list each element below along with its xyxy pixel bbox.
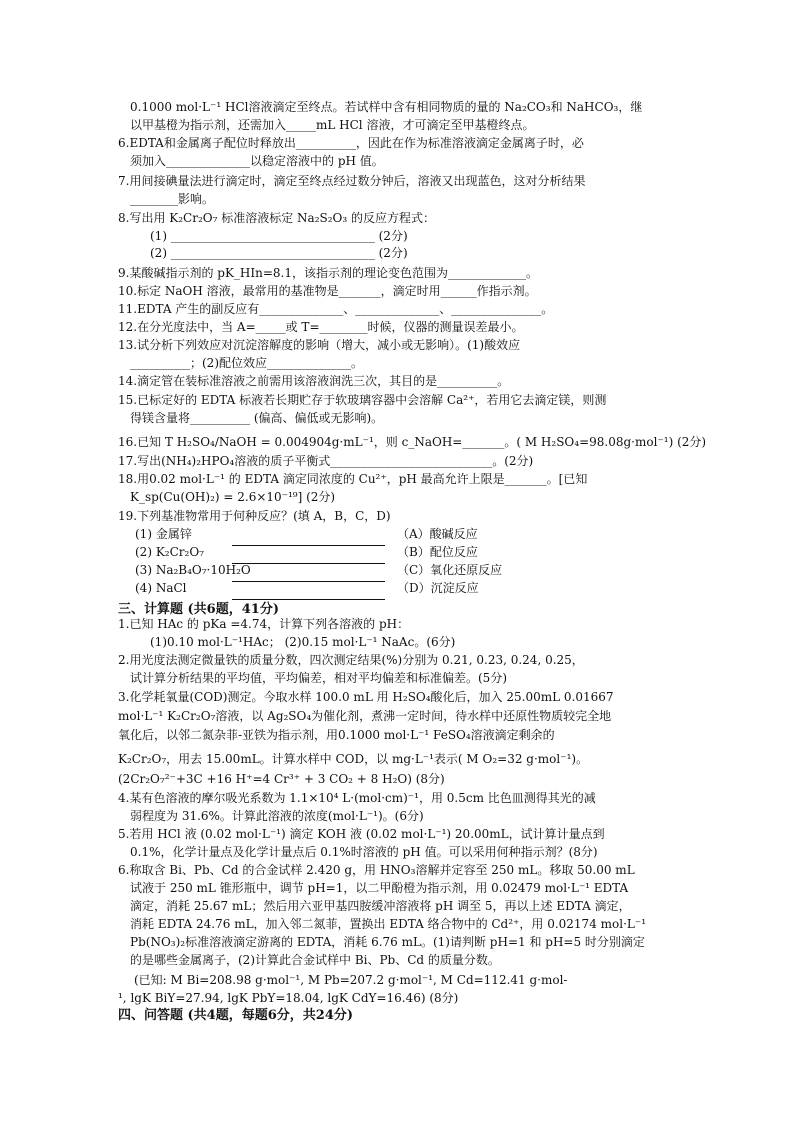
text-line: 试计算分析结果的平均值，平均偏差，相对平均偏差和标准偏差。(5分) [130, 671, 508, 685]
text-line: 弱程度为 31.6%。计算此溶液的浓度(mol·L⁻¹)。(6分) [130, 809, 424, 823]
answer-blank [232, 548, 385, 564]
text-line: 4.某有色溶液的摩尔吸光系数为 1.1×10⁴ L·(mol·cm)⁻¹，用 0.5cm 比色皿测得其光的减 [118, 791, 596, 805]
text-line: 18.用0.02 mol·L⁻¹ 的 EDTA 滴定同浓度的 Cu²⁺，pH 最高允许上限是_______。[已知 [118, 472, 588, 486]
text-line: 17.写出(NH₄)₂HPO₄溶液的质子平衡式___________________________。(2分) [118, 454, 534, 468]
text-line: K_sp(Cu(OH)₂) = 2.6×10⁻¹⁹] (2分) [130, 490, 336, 504]
answer-blank [232, 566, 385, 582]
text-line: mol·L⁻¹ K₂Cr₂O₇溶液，以 Ag₂SO₄为催化剂，煮沸一定时间，待水样中还原性物质较完全地 [118, 709, 612, 723]
text-line: (1)0.10 mol·L⁻¹HAc； (2)0.15 mol·L⁻¹ NaAc。(6分) [150, 635, 456, 649]
text-line: __________；(2)配位效应______________。 [130, 356, 363, 370]
text-line: 8.写出用 K₂Cr₂O₇ 标准溶液标定 Na₂S₂O₃ 的反应方程式： [118, 211, 436, 225]
text-line: 的是哪些金属离子，(2)计算此合金试样中 Bi、Pb、Cd 的质量分数。 [130, 953, 500, 967]
option-left: (3) Na₂B₄O₇·10H₂O [135, 563, 251, 577]
option-left: (4) NaCl [135, 581, 187, 595]
text-line: (已知: M Bi=208.98 g·mol⁻¹, M Pb=207.2 g·mol⁻¹, M Cd=112.41 g·mol- [134, 973, 568, 987]
text-line: 9.某酸碱指示剂的 pK_HIn=8.1，该指示剂的理论变色范围为_____________。 [118, 266, 538, 280]
answer-blank [232, 530, 385, 546]
section-heading: 三、计算题 (共6题，41分) [118, 602, 279, 617]
text-line: 试液于 250 mL 锥形瓶中，调节 pH=1，以二甲酚橙为指示剂，用 0.02479 mol·L⁻¹ EDTA [130, 881, 629, 895]
text-line: 须加入______________以稳定溶液中的 pH 值。 [130, 154, 384, 168]
text-line: 3.化学耗氧量(COD)测定。今取水样 100.0 mL 用 H₂SO₄酸化后，加入 25.00mL 0.01667 [118, 690, 614, 704]
text-line: 13.试分析下列效应对沉淀溶解度的影响（增大，减小或无影响）。(1)酸效应 [118, 338, 521, 352]
text-line: 得镁含量将__________ (偏高、偏低或无影响)。 [130, 411, 384, 425]
option-left: (2) K₂Cr₂O₇ [135, 545, 204, 559]
text-line: 6.称取含 Bi、Pb、Cd 的合金试样 2.420 g，用 HNO₃溶解并定容至 250 mL。移取 50.00 mL [118, 863, 635, 877]
text-line: 14.滴定管在装标准溶液之前需用该溶液润洗三次，其目的是__________。 [118, 374, 510, 388]
option-right: （D）沉淀反应 [397, 581, 479, 595]
text-line: (2) __________________________________ (2分) [150, 246, 408, 260]
text-line: (1) __________________________________ (2分) [150, 229, 408, 243]
text-line: 11.EDTA 产生的副反应有______________、______________、_______________。 [118, 302, 554, 316]
text-line: 15.已标定好的 EDTA 标液若长期贮存于软玻璃容器中会溶解 Ca²⁺，若用它去滴定镁，则测 [118, 393, 607, 407]
option-right: （C）氧化还原反应 [397, 563, 503, 577]
text-line: 19.下列基准物常用于何种反应？(填 A，B，C，D) [118, 509, 391, 523]
text-line: 消耗 EDTA 24.76 mL，加入邻二氮菲，置换出 EDTA 络合物中的 Cd²⁺，用 0.02174 mol·L⁻¹ [130, 917, 647, 931]
text-line: 氧化后，以邻二氮杂菲-亚铁为指示剂，用0.1000 mol·L⁻¹ FeSO₄溶液滴定剩余的 [118, 728, 555, 742]
text-line: 滴定，消耗 25.67 mL；然后用六亚甲基四胺缓冲溶液将 pH 调至 5，再以上述 EDTA 滴定， [130, 899, 631, 913]
text-line: 2.用光度法测定微量铁的质量分数，四次测定结果(%)分别为 0.21, 0.23, 0.24, 0.25， [118, 653, 584, 667]
text-line: 6.EDTA和金属离子配位时释放出__________，因此在作为标准溶液滴定金属离子时，必 [118, 136, 584, 150]
text-line: 1.已知 HAc 的 pKa =4.74，计算下列各溶液的 pH： [118, 617, 410, 631]
text-line: ¹, lgK BiY=27.94, lgK PbY=18.04, lgK CdY=16.46) (8分) [118, 991, 459, 1005]
text-line: 12.在分光度法中，当 A=_____或 T=________时候，仪器的测量误差最小。 [118, 320, 524, 334]
text-line: K₂Cr₂O₇，用去 15.00mL。计算水样中 COD，以 mg·L⁻¹表示( M O₂=32 g·mol⁻¹)。 [118, 752, 589, 766]
text-line: (2Cr₂O₇²⁻+3C +16 H⁺=4 Cr³⁺ + 3 CO₂ + 8 H₂O) (8分) [118, 772, 445, 786]
text-line: ________影响。 [130, 192, 215, 206]
text-line: Pb(NO₃)₂标准溶液滴定游离的 EDTA，消耗 6.76 mL。(1)请判断 pH=1 和 pH=5 时分别滴定 [130, 935, 645, 949]
text-line: 16.已知 T H₂SO₄/NaOH = 0.004904g·mL⁻¹，则 c_NaOH=_______。( M H₂SO₄=98.08g·mol⁻¹) (2分) [118, 435, 707, 449]
option-right: （A）酸碱反应 [397, 527, 478, 541]
text-line: 7.用间接碘量法进行滴定时，滴定至终点经过数分钟后，溶液又出现蓝色，这对分析结果 [118, 174, 586, 188]
text-line: 以甲基橙为指示剂，还需加入_____mL HCl 溶液，才可滴定至甲基橙终点。 [130, 118, 535, 132]
text-line: 0.1000 mol·L⁻¹ HCl溶液滴定至终点。若试样中含有相同物质的量的 Na₂CO₃和 NaHCO₃，继 [130, 100, 643, 114]
option-left: (1) 金属锌 [135, 527, 192, 541]
text-line: 5.若用 HCl 液 (0.02 mol·L⁻¹) 滴定 KOH 液 (0.02 mol·L⁻¹) 20.00mL，试计算计量点到 [118, 827, 605, 841]
option-right: （B）配位反应 [397, 545, 478, 559]
text-line: 0.1%，化学计量点及化学计量点后 0.1%时溶液的 pH 值。可以采用何种指示剂？(8分) [130, 845, 598, 859]
section-heading: 四、问答题 (共4题，每题6分，共24分) [118, 1008, 354, 1023]
text-line: 10.标定 NaOH 溶液，最常用的基准物是_______，滴定时用______作指示剂。 [118, 284, 537, 298]
